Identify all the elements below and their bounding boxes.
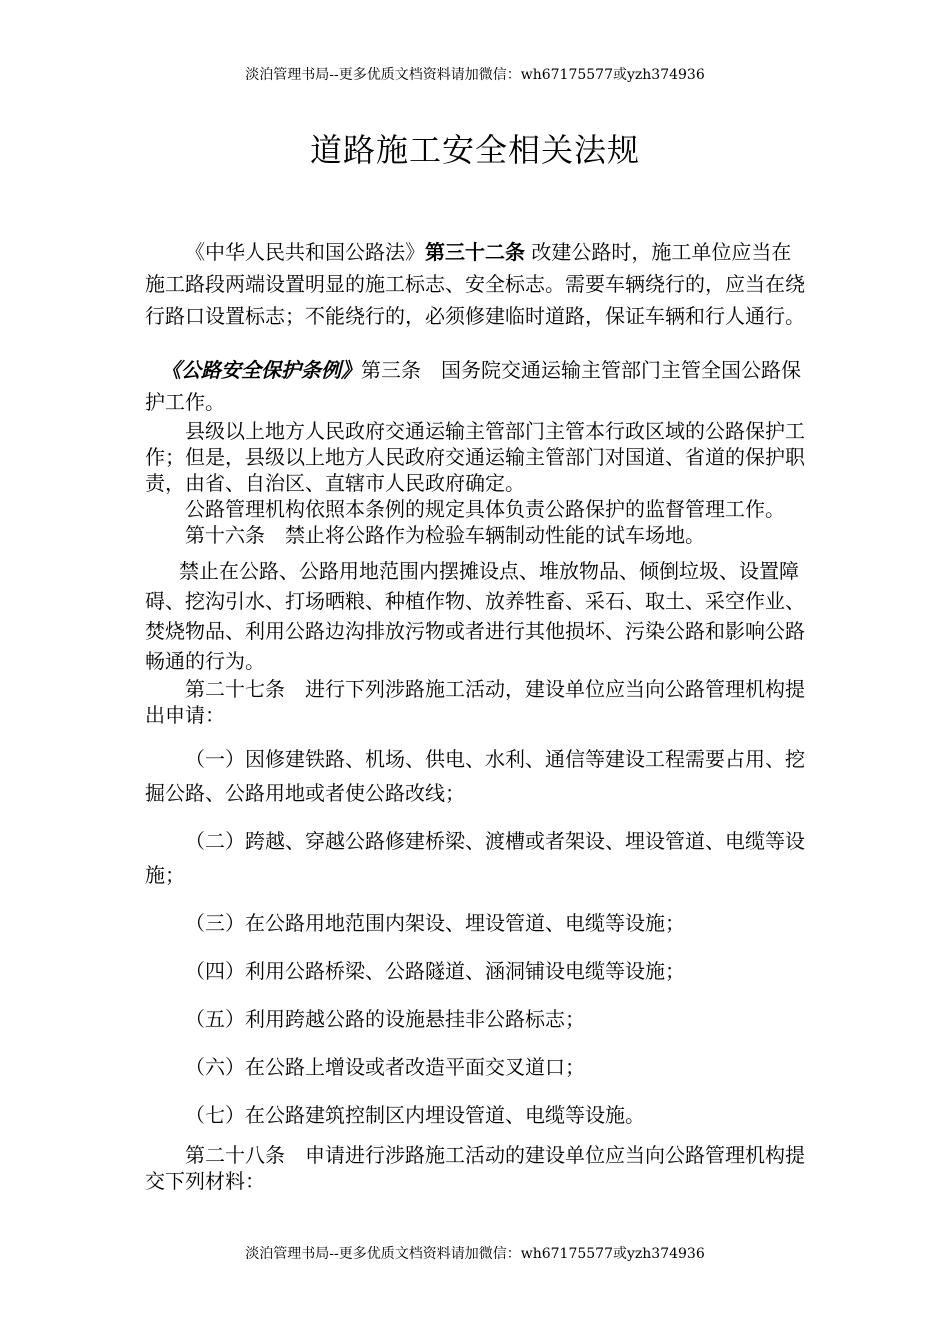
list-item-5: （五）利用跨越公路的设施悬挂非公路标志； (185, 1007, 585, 1031)
list-item-3: （三）在公路用地范围内架设、埋设管道、电缆等设施； (185, 911, 685, 935)
management-agency-paragraph: 公路管理机构依照本条例的规定具体负责公路保护的监督管理工作。 (185, 497, 785, 521)
document-body (145, 236, 810, 1194)
highway-law-name: 《中华人民共和国公路法》 (185, 240, 425, 264)
regulation-name: 《公路安全保护条例》 (161, 358, 361, 382)
article-28-paragraph: 第二十八条 申请进行涉路施工活动的建设单位应当向公路管理机构提交下列材料： (145, 1143, 805, 1193)
list-item-2: （二）跨越、穿越公路修建桥梁、渡槽或者架设、埋设管道、电缆等设施； (145, 829, 805, 887)
article-3-text: 第三条 国务院交通运输主管部门主管全国公路保护工作。 (145, 358, 801, 414)
list-item-7: （七）在公路建筑控制区内埋设管道、电缆等设施。 (185, 1103, 645, 1127)
list-item-6: （六）在公路上增设或者改造平面交叉道口； (185, 1055, 585, 1079)
article-16-paragraph: 第十六条 禁止将公路作为检验车辆制动性能的试车场地。 (185, 523, 705, 547)
regulation-paragraph (145, 354, 810, 418)
highway-law-paragraph (145, 236, 810, 332)
page-footer: 淡泊管理书局--更多优质文档资料请加微信：wh67175577或yzh374936 (245, 1246, 705, 1262)
article-32-text: 改建公路时，施工单位应当在施工路段两端设置明显的施工标志、安全标志。需要车辆绕行的，应当在绕行路口设置标志；不能绕行的，必须修建临时道路，保证车辆和行人通行。 (145, 240, 805, 328)
article-27-paragraph: 第二十七条 进行下列涉路施工活动，建设单位应当向公路管理机构提出申请： (145, 677, 805, 727)
prohibited-acts-paragraph: 禁止在公路、公路用地范围内摆摊设点、堆放物品、倾倒垃圾、设置障碍、挖沟引水、打场晒粮、种植作物、放养牲畜、采石、取土、采空作业、焚烧物品、利用公路边沟排放污物或者进行其他损坏、污染公路和影响公路畅通的行为。 (145, 559, 805, 673)
list-item-1: （一）因修建铁路、机场、供电、水利、通信等建设工程需要占用、挖掘公路、公路用地或者使公路改线； (145, 747, 805, 805)
article-32-label: 第三十二条 (425, 240, 525, 264)
document-title: 道路施工安全相关法规 (309, 131, 640, 169)
local-authority-paragraph: 县级以上地方人民政府交通运输主管部门主管本行政区域的公路保护工作；但是，县级以上地方人民政府交通运输主管部门对国道、省道的保护职责，由省、自治区、直辖市人民政府确定。 (145, 419, 805, 495)
list-item-4: （四）利用公路桥梁、公路隧道、涵洞铺设电缆等设施； (185, 959, 685, 983)
page-header: 淡泊管理书局--更多优质文档资料请加微信：wh67175577或yzh374936 (245, 67, 705, 83)
